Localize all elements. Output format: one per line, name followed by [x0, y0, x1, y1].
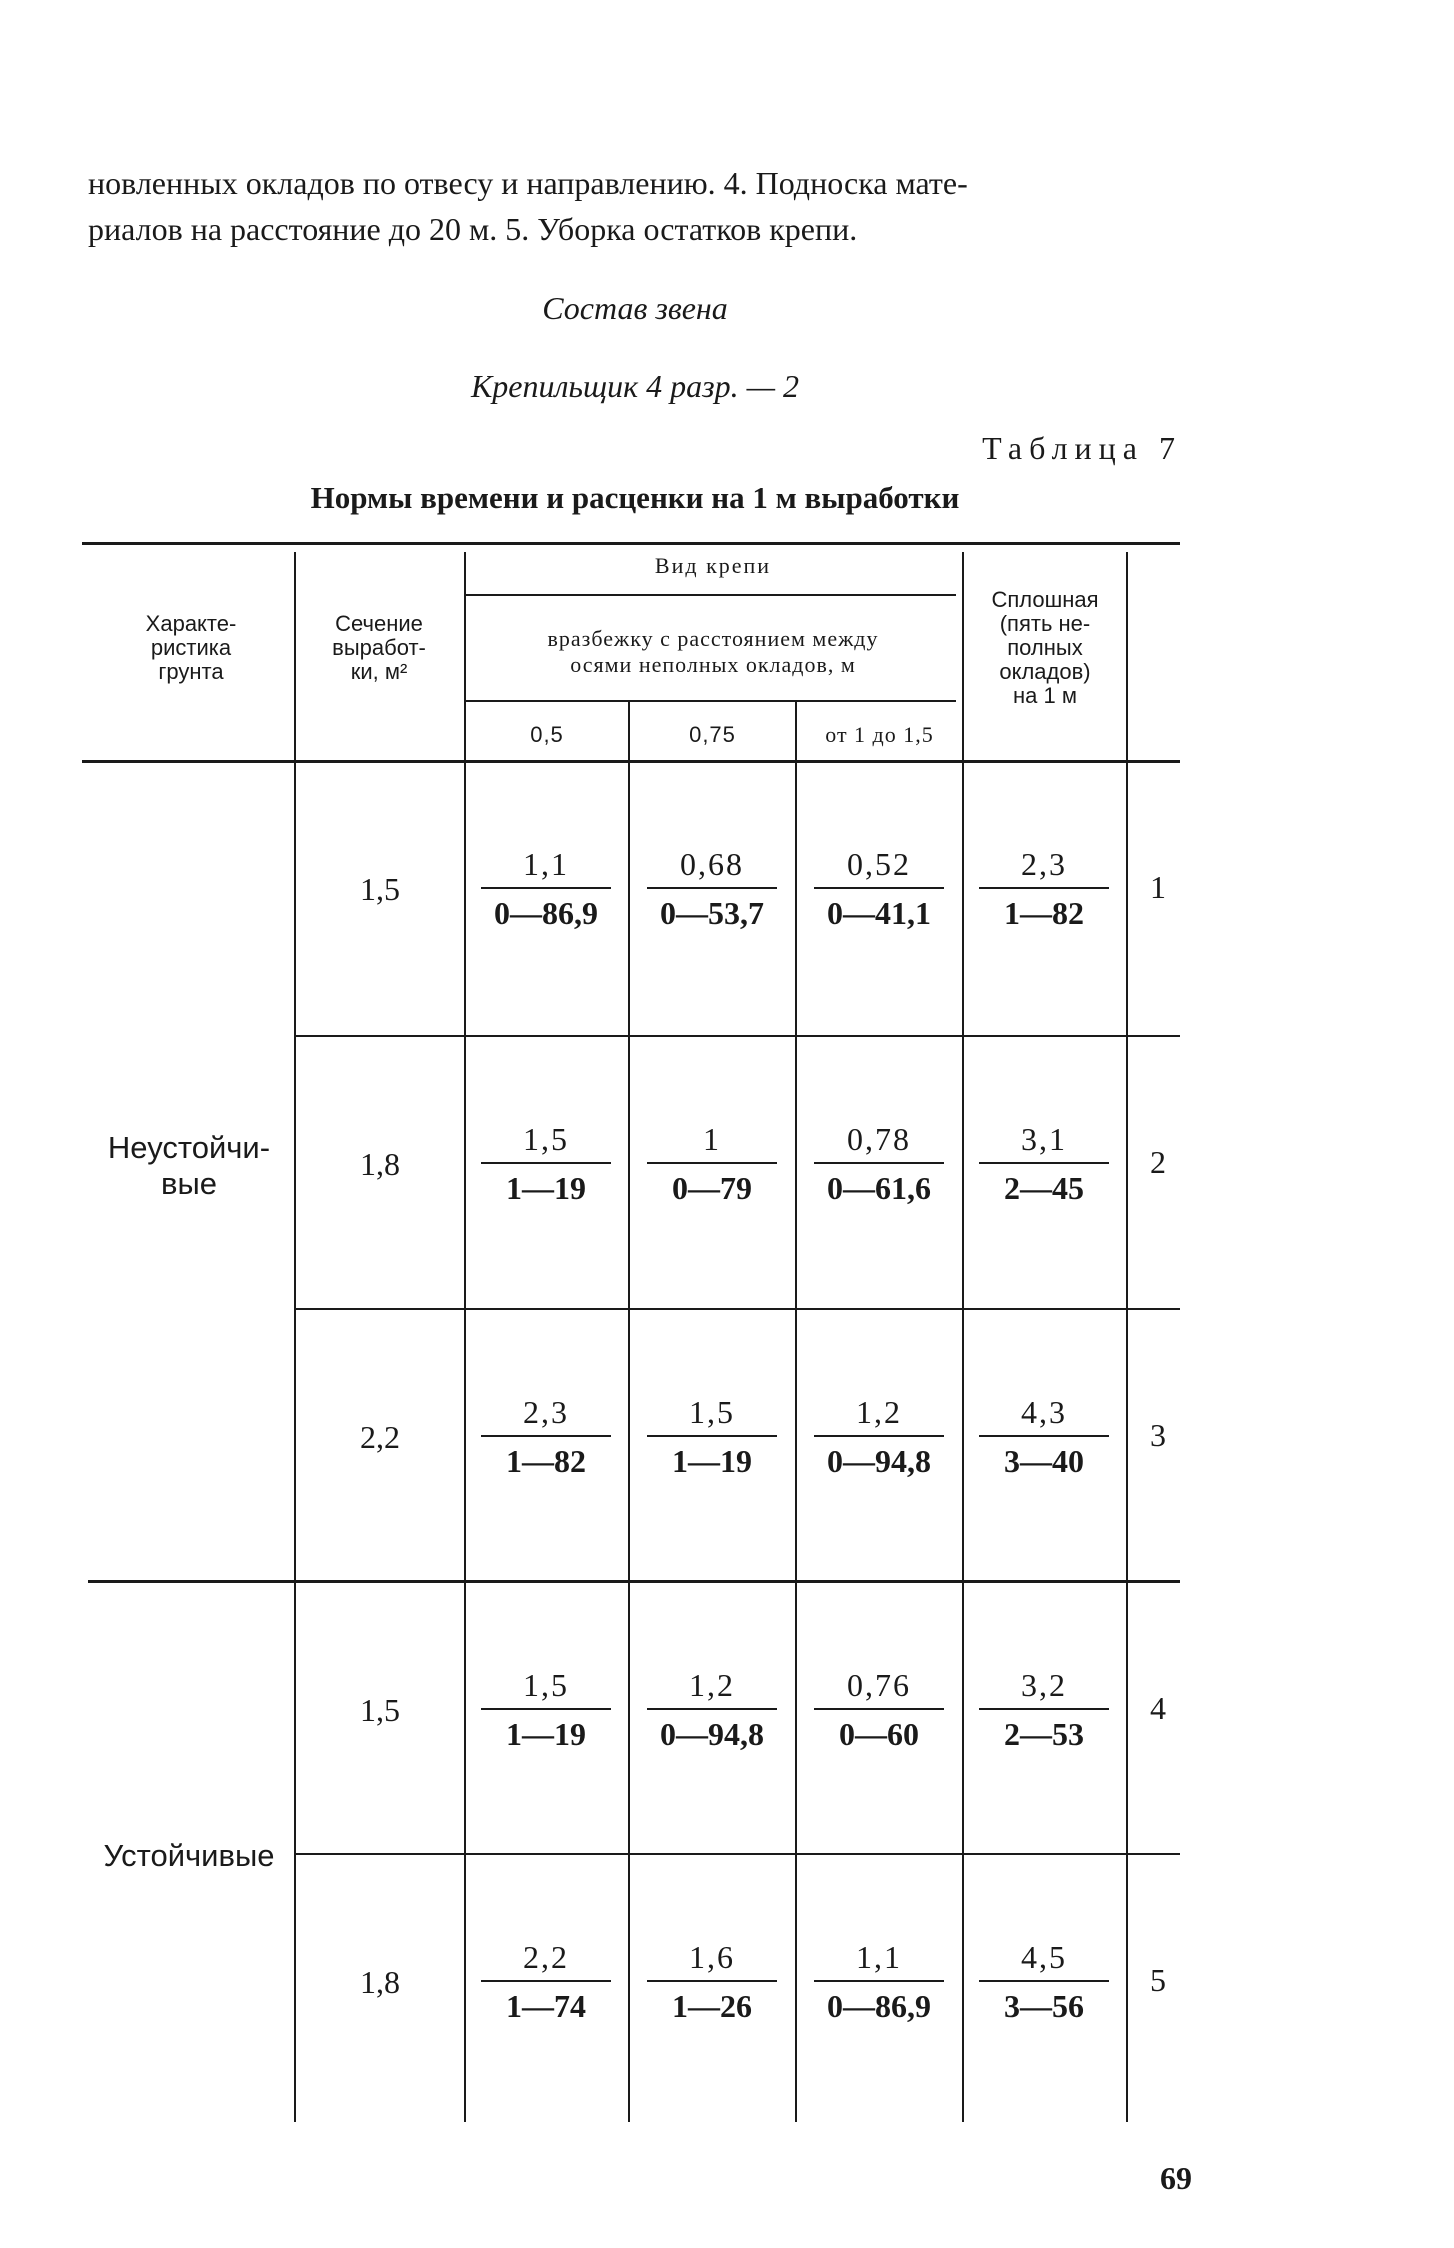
table-top-rule [82, 542, 1180, 545]
rate-price: 0—86,9 [827, 1987, 931, 2024]
page-number: 69 [1160, 2160, 1192, 2196]
time-norm: 1,5 [523, 1666, 569, 1703]
row-number: 2 [1150, 1143, 1166, 1180]
table-label: Таблица 7 [982, 430, 1182, 466]
rate-price: 1—82 [506, 1442, 586, 1479]
norm-fraction [799, 1389, 959, 1485]
norm-fraction [466, 1116, 626, 1212]
table-title: Нормы времени и расценки на 1 м выработки [310, 480, 960, 515]
section-cell: 1,8 [360, 1963, 400, 2000]
norm-fraction [964, 1389, 1124, 1485]
time-norm: 1,1 [856, 1938, 902, 1975]
rate-price: 1—19 [506, 1715, 586, 1752]
time-norm: 0,78 [847, 1120, 911, 1157]
row-number: 1 [1150, 868, 1166, 905]
time-norm: 1 [703, 1120, 721, 1157]
header-ground: Характе- ристика грунта [145, 611, 237, 684]
time-norm: 4,3 [1021, 1393, 1067, 1430]
norm-fraction [632, 1934, 792, 2030]
header-bottom-rule [82, 760, 1180, 763]
section-cell: 2,2 [360, 1418, 400, 1455]
crew-heading: Состав звена [542, 290, 728, 326]
time-norm: 3,1 [1021, 1120, 1067, 1157]
rate-price: 2—45 [1004, 1169, 1084, 1206]
time-norm: 4,5 [1021, 1938, 1067, 1975]
row-rule-1 [296, 1035, 1180, 1037]
time-norm: 1,6 [689, 1938, 735, 1975]
norm-fraction [964, 1934, 1124, 2030]
norm-fraction [466, 1389, 626, 1485]
rate-price: 0—61,6 [827, 1169, 931, 1206]
time-norm: 1,5 [523, 1120, 569, 1157]
row-number: 3 [1150, 1416, 1166, 1453]
section-cell: 1,5 [360, 870, 400, 907]
group-label-stable: Устойчивые [103, 1838, 275, 1873]
time-norm: 0,52 [847, 845, 911, 882]
row-number: 4 [1150, 1689, 1166, 1726]
time-norm: 3,2 [1021, 1666, 1067, 1703]
group-label-unstable: Неустойчи- вые [107, 1130, 271, 1201]
rate-price: 0—60 [839, 1715, 919, 1752]
rate-price: 1—19 [506, 1169, 586, 1206]
rate-price: 0—94,8 [827, 1442, 931, 1479]
col-rule-2 [464, 552, 466, 2122]
rate-price: 0—79 [672, 1169, 752, 1206]
time-norm: 1,2 [856, 1393, 902, 1430]
time-norm: 1,5 [689, 1393, 735, 1430]
time-norm: 2,3 [523, 1393, 569, 1430]
time-norm: 1,2 [689, 1666, 735, 1703]
col-rule-1 [294, 552, 296, 2122]
norm-fraction [799, 1934, 959, 2030]
header-support-type: Вид крепи [654, 553, 772, 578]
row-number: 5 [1150, 1961, 1166, 1998]
header-spacing-0-75: 0,75 [689, 722, 736, 747]
header-section: Сечение выработ- ки, м² [332, 611, 426, 684]
norm-fraction [799, 841, 959, 937]
header-scattered: вразбежку с расстоянием между осями неполных окладов, м [547, 626, 879, 677]
rate-price: 2—53 [1004, 1715, 1084, 1752]
norm-fraction [466, 1934, 626, 2030]
section-cell: 1,5 [360, 1691, 400, 1728]
rate-price: 0—53,7 [660, 894, 764, 931]
norm-fraction [632, 841, 792, 937]
intro-line-2: риалов на расстояние до 20 м. 5. Уборка остатков крепи. [88, 211, 858, 247]
header-spacing-1-1-5: от 1 до 1,5 [825, 722, 934, 747]
norm-fraction [964, 1116, 1124, 1212]
crew-member: Крепильщик 4 разр. — 2 [470, 368, 800, 404]
time-norm: 2,2 [523, 1938, 569, 1975]
rate-price: 0—94,8 [660, 1715, 764, 1752]
section-cell: 1,8 [360, 1145, 400, 1182]
intro-line-1: новленных окладов по отвесу и направлению. 4. Подноска мате- [88, 165, 968, 201]
norm-fraction [466, 1662, 626, 1758]
norm-fraction [632, 1116, 792, 1212]
norm-fraction [799, 1116, 959, 1212]
rate-price: 1—26 [672, 1987, 752, 2024]
col-rule-5 [962, 552, 964, 2122]
rate-price: 1—82 [1004, 894, 1084, 931]
norm-fraction [799, 1662, 959, 1758]
rate-price: 1—19 [672, 1442, 752, 1479]
header-rule-2 [466, 700, 956, 702]
rate-price: 3—56 [1004, 1987, 1084, 2024]
norm-fraction [964, 1662, 1124, 1758]
time-norm: 0,76 [847, 1666, 911, 1703]
header-spacing-0-5: 0,5 [530, 722, 564, 747]
norm-fraction [632, 1389, 792, 1485]
time-norm: 1,1 [523, 845, 569, 882]
time-norm: 2,3 [1021, 845, 1067, 882]
norm-fraction [466, 841, 626, 937]
time-norm: 0,68 [680, 845, 744, 882]
norm-fraction [632, 1662, 792, 1758]
norm-fraction [964, 841, 1124, 937]
intro-paragraph [88, 160, 1188, 252]
rate-price: 1—74 [506, 1987, 586, 2024]
rate-price: 3—40 [1004, 1442, 1084, 1479]
header-solid: Сплошная (пять не- полных окладов) на 1 м [991, 587, 1099, 708]
group-rule [88, 1580, 1180, 1583]
col-rule-3 [628, 702, 630, 2122]
col-rule-6 [1126, 552, 1128, 2122]
rate-price: 0—86,9 [494, 894, 598, 931]
header-rule-1 [466, 594, 956, 596]
col-rule-4 [795, 702, 797, 2122]
row-rule-2 [296, 1308, 1180, 1310]
rate-price: 0—41,1 [827, 894, 931, 931]
row-rule-4 [296, 1853, 1180, 1855]
